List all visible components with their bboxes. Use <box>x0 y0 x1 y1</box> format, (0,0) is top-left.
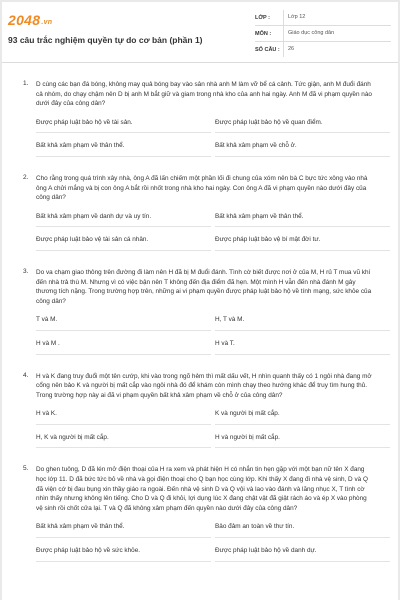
answer-option-c[interactable]: H, K và người bị mất cắp. <box>36 430 211 449</box>
question-number: 4. <box>23 371 29 379</box>
meta-label: LỚP : <box>255 14 270 21</box>
answer-option-b[interactable]: K và người bị mất cắp. <box>215 406 390 425</box>
answer-option-c[interactable]: Bất khả xâm phạm về thân thể. <box>36 138 211 157</box>
answer-options <box>36 312 374 359</box>
meta-label: MÔN : <box>255 30 272 37</box>
answer-option-b[interactable]: Bất khả xâm phạm về thân thể. <box>215 209 390 228</box>
document-page <box>2 2 398 600</box>
answer-options <box>36 209 374 256</box>
answer-option-a[interactable]: H và K. <box>36 406 211 425</box>
question-2 <box>2 174 398 256</box>
answer-option-c[interactable]: H và M . <box>36 336 211 355</box>
answer-options <box>36 115 374 162</box>
answer-option-a[interactable]: Bất khả xâm phạm về danh dự và uy tín. <box>36 209 211 228</box>
answer-option-a[interactable]: Được pháp luật bảo hộ về tài sản. <box>36 115 211 134</box>
answer-option-b[interactable]: H, T và M. <box>215 312 390 331</box>
question-text: Cho rằng trong quá trình xây nhà, ông A đã lấn chiếm một phần lối đi chung của xóm nên bà C bực tức xông vào nhà ông A chửi mắng và bị con ông A bắt rồi nhốt trong nhà kho hai ngày. Con ông A đã vi phạm quyền nào dưới đây của công dân? <box>36 174 368 202</box>
question-1 <box>2 80 398 162</box>
logo-tld: .vn <box>41 19 53 26</box>
meta-value: Lớp 12 <box>283 10 305 25</box>
meta-label: SỐ CÂU : <box>255 46 280 53</box>
question-text: D cùng các bạn đá bóng, không may quả bóng bay vào sân nhà anh M làm vỡ bể cá cảnh. Tức giận, anh M đuổi đánh cả nhóm, do chạy chậm nên D bị anh M bắt giữ và giam trong nhà kho của anh hai ngày. Anh M đã vi phạm quyền nào dưới đây của công dân? <box>36 81 372 108</box>
question-text: Do ghen tuông, D đã lén mở điện thoại của H ra xem và phát hiện H có nhắn tin hẹn gặp với một bạn nữ tên X đang học lớp 11. D đã bức tức bỏ về nhà và gọi điện thoại cho Q bạn học cùng lớp. Khi thấy X đang đi nhà vệ sinh, D và Q đã viện cớ bị đau bụng xin thầy giáo ra ngoài. Đến nhà vệ sinh D và Q vội và lao vào đánh và lăng nhục X, T tình cờ nhìn thấy nhưng không lên tiếng. Cho D và Q đi khỏi, lợi dụng lúc X đang chật vật đã giật rách áo và ép X vào phòng vệ sinh rồi chốt cửa lại. T và Q đã không xâm phạm đến quyền nào dưới đây của công dân? <box>36 466 368 512</box>
question-number: 2. <box>23 173 29 181</box>
answer-option-d[interactable]: Bất khả xâm phạm về chỗ ở. <box>215 138 390 157</box>
question-text: Do va chạm giao thông trên đường đi làm nên H đã bị M đuổi đánh. Tình cờ biết được nơi ở của M, H rủ T mua vũ khí đến nhà trả thù M. Nhưng vì có việc bận nên T không đến địa điểm đã hẹn. Một mình H vẫn đến nhà đánh M gây thương tích nặng. Trong trường hợp trên, những ai vi phạm quyền được pháp luật bảo hộ về tính mạng, sức khỏe của công dân? <box>36 268 372 305</box>
meta-row-count <box>255 42 391 57</box>
answer-option-b[interactable]: Được pháp luật bảo hộ về quan điểm. <box>215 115 390 134</box>
document-title: 93 câu trắc nghiệm quyền tự do cơ bản (phần 1) <box>8 35 203 45</box>
answer-options <box>36 519 374 566</box>
answer-option-a[interactable]: Bất khả xâm phạm về thân thể. <box>36 519 211 538</box>
answer-option-d[interactable]: H và người bị mất cắp. <box>215 430 390 449</box>
answer-option-a[interactable]: T và M. <box>36 312 211 331</box>
question-list <box>2 80 398 579</box>
answer-option-d[interactable]: Được pháp luật bảo hộ về danh dự. <box>215 543 390 562</box>
question-3 <box>2 268 398 360</box>
site-logo[interactable] <box>8 12 52 28</box>
answer-options <box>36 406 374 453</box>
meta-row-subject <box>255 26 391 42</box>
question-number: 3. <box>23 267 29 275</box>
question-4 <box>2 372 398 454</box>
meta-value: Giáo dục công dân <box>283 26 334 41</box>
document-header <box>2 2 398 63</box>
answer-option-c[interactable]: Được pháp luật bảo vệ tài sản cá nhân. <box>36 232 211 251</box>
meta-table <box>255 10 391 57</box>
question-number: 1. <box>23 80 29 87</box>
question-5 <box>2 465 398 566</box>
meta-row-grade <box>255 10 391 26</box>
question-text: H và K đang truy đuổi một tên cướp, khi vào trong ngõ hẻm thì mất dấu vết, H nhìn quanh thấy có 1 ngôi nhà đang mở cổng nên bảo K và người bị mất cắp vào ngôi nhà đó để khám còn mình chạy theo hướng khác để truy tìm hung thủ. Trong trường hợp này ai đã vi phạm quyền bất khả xâm phạm về chỗ ở của công dân? <box>36 372 372 399</box>
question-number: 5. <box>23 465 29 473</box>
answer-option-d[interactable]: Được pháp luật bảo vệ bí mật đời tư. <box>215 232 390 251</box>
logo-text: 2048 <box>8 12 41 28</box>
answer-option-b[interactable]: Bảo đảm an toàn về thư tín. <box>215 519 390 538</box>
answer-option-c[interactable]: Được pháp luật bảo hộ về sức khỏe. <box>36 543 211 562</box>
answer-option-d[interactable]: H và T. <box>215 336 390 355</box>
meta-value: 26 <box>283 42 294 57</box>
